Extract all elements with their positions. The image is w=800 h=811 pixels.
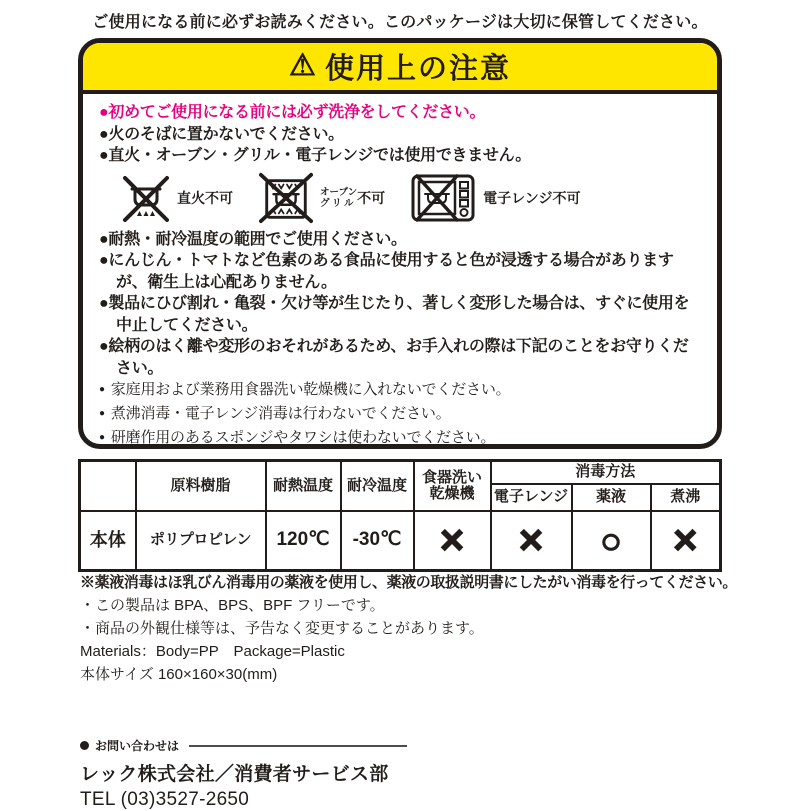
row-label-body: 本体 — [80, 511, 136, 571]
warning-item-keep-from-fire: ● 火のそばに置かないでください。 — [99, 124, 703, 146]
note-bpa-free: ・この製品は BPA、BPS、BPF フリーです。 — [80, 597, 385, 614]
warning-item-temperature-range: ● 耐熱・耐冷温度の範囲でご使用ください。 — [99, 229, 703, 251]
col-header-disinfection: 消毒方法 — [491, 461, 721, 485]
warning-item-wash-first: ● 初めてご使用になる前には必ず洗浄をしてください。 — [99, 102, 703, 124]
no-open-flame-icon — [123, 174, 169, 222]
no-oven-grill-icon — [259, 171, 313, 225]
warning-subitem-no-dishwasher: ● 家庭用および業務用食器洗い乾燥機に入れないでください。 — [99, 379, 703, 403]
note-body-size: 本体サイズ 160×160×30(mm) — [80, 666, 278, 683]
col-header-dishwasher — [414, 461, 491, 512]
no-open-flame-item — [123, 174, 233, 222]
cell-microwave-mark: × — [491, 511, 572, 571]
warning-item-no-heat-appliances: ● 直火・オーブン・グリル・電子レンジでは使用できません。 — [99, 145, 703, 167]
warning-title: 使用上の注意 — [324, 53, 511, 85]
col-header-dishwasher-line1: 食器洗い — [421, 468, 482, 486]
top-note: ご使用になる前に必ずお読みください。このパッケージは大切に保管してください。 — [92, 14, 708, 31]
no-microwave-item — [411, 172, 580, 224]
prohibition-icons-row — [123, 171, 703, 225]
warning-triangle-icon: ⚠ — [289, 48, 316, 82]
warning-header — [83, 43, 717, 94]
col-header-material: 原料樹脂 — [136, 461, 266, 512]
note-chemical-disinfection: ※薬液消毒はほ乳びん消毒用の薬液を使用し、薬液の取扱説明書にしたがい消毒を行ってください。 — [80, 574, 738, 591]
cell-boiling-mark: × — [651, 511, 721, 571]
warning-item-damage-stop-use: ● 製品にひび割れ・亀裂・欠け等が生じたり、著しく変形した場合は、すぐに使用を中止してください。 — [99, 293, 703, 336]
warning-subitem-no-boil-microwave-disinfect: ● 煮沸消毒・電子レンジ消毒は行わないでください。 — [99, 403, 703, 427]
warning-body — [83, 94, 717, 449]
cell-dishwasher-mark: × — [414, 511, 491, 571]
no-oven-grill-label — [320, 187, 385, 209]
spec-table — [78, 459, 722, 572]
notes-section — [80, 571, 742, 686]
usage-warning-box — [78, 38, 722, 449]
col-header-microwave: 電子レンジ — [491, 484, 572, 511]
note-appearance-change: ・商品の外観仕様等は、予告なく変更することがあります。 — [80, 620, 484, 637]
col-header-chemical: 薬液 — [572, 484, 651, 511]
no-oven-grill-label-line1: オーブン — [320, 186, 358, 198]
note-materials: Materials：Body=PP Package=Plastic — [80, 643, 345, 660]
cell-material: ポリプロピレン — [136, 511, 266, 571]
no-open-flame-label: 直火不可 — [177, 189, 233, 206]
table-row-body — [80, 511, 721, 571]
col-header-heat-resistance: 耐熱温度 — [266, 461, 341, 512]
cell-heat-resistance: 120℃ — [266, 511, 341, 571]
inquiry-label: お問い合わせは — [95, 739, 180, 753]
spec-corner-cell — [80, 461, 136, 512]
cell-chemical-mark: ○ — [572, 511, 651, 571]
inquiry-row — [80, 737, 640, 754]
cell-cold-resistance: -30℃ — [341, 511, 414, 571]
company-name: レック株式会社／消費者サービス部 — [80, 764, 389, 785]
no-microwave-label: 電子レンジ不可 — [483, 189, 581, 206]
col-header-boiling: 煮沸 — [651, 484, 721, 511]
col-header-cold-resistance: 耐冷温度 — [341, 461, 414, 512]
telephone-number: TEL (03)3527-2650 — [80, 789, 250, 810]
inquiry-divider-line — [189, 745, 407, 747]
no-oven-grill-item — [259, 171, 385, 225]
no-oven-grill-label-suffix: 不可 — [357, 189, 386, 206]
col-header-dishwasher-line2: 乾燥機 — [429, 485, 475, 502]
warning-item-care-instructions: ● 絵柄のはく離や変形のおそれがあるため、お手入れの際は下記のことをお守りください。 — [99, 336, 703, 379]
no-oven-grill-label-line2: グリル — [320, 197, 357, 209]
no-microwave-icon — [411, 172, 475, 224]
warning-subitem-no-abrasive-sponge: ● 研磨作用のあるスポンジやタワシは使わないでください。 — [99, 427, 703, 449]
warning-item-pigment-stain: ● にんじん・トマトなど色素のある食品に使用すると色が浸透する場合がありますが、衛生上は心配ありません。 — [99, 250, 703, 293]
bullet-icon — [80, 741, 89, 750]
